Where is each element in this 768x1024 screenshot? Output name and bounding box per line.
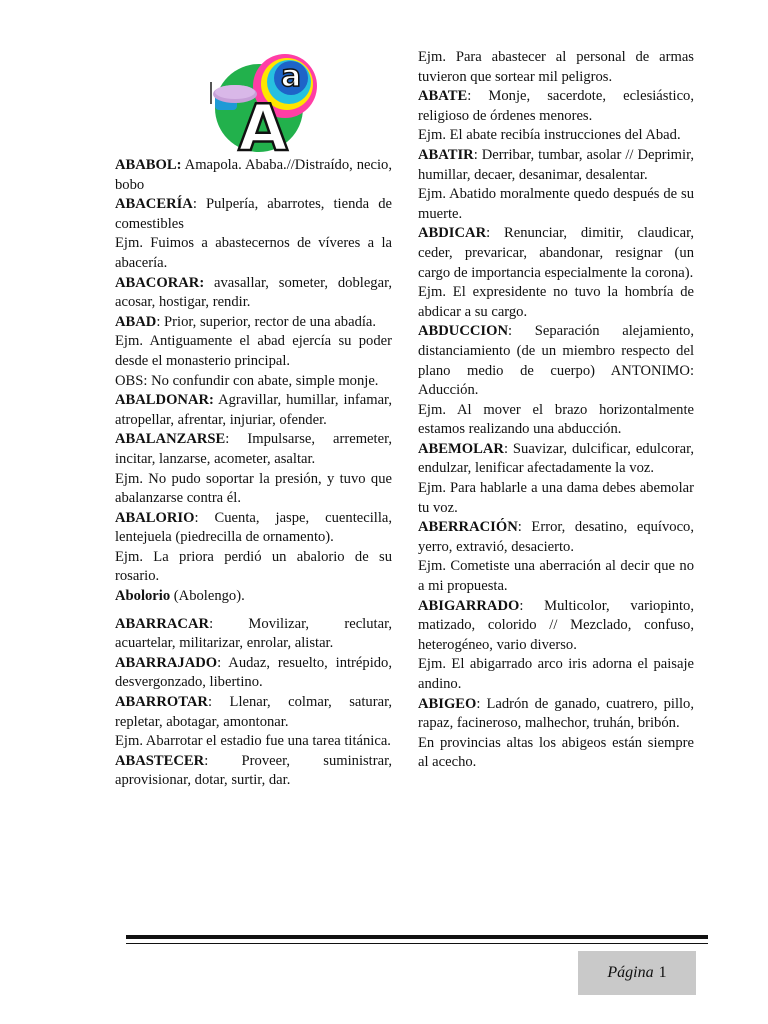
entry-headword: ABALORIO — [115, 509, 195, 526]
entry-text: Ejm. No pudo soportar la presión, y tuvo que abalanzarse contra él. — [115, 470, 392, 507]
entry-text: Ejm. La priora perdió un abalorio de su rosario. — [115, 548, 392, 585]
entry-text: Ejm. Al mover el brazo horizontalmente estamos realizando una abducción. — [418, 401, 694, 438]
entry-headword: ABACORAR: — [115, 274, 205, 291]
entry-headword: ABALDONAR: — [115, 392, 214, 409]
entry-text: OBS: No confundir con abate, simple monje. — [115, 372, 379, 389]
dictionary-entry — [418, 597, 694, 656]
dictionary-entry — [115, 430, 392, 469]
dictionary-entry — [418, 322, 694, 400]
example-sentence — [115, 234, 392, 273]
entry-definition: avasallar, someter, doblegar, acosar, hostigar, rendir. — [115, 274, 392, 311]
entry-headword: ABACERÍA — [115, 196, 193, 213]
entry-definition: : Ladrón de ganado, cuatrero, pillo, rapaz, facineroso, malhechor, truhán, bribón. — [418, 695, 694, 732]
example-sentence — [115, 332, 392, 371]
example-sentence — [418, 557, 694, 596]
entry-text: Ejm. Fuimos a abastecernos de víveres a la abacería. — [115, 235, 392, 271]
page-number-box — [578, 951, 696, 995]
example-sentence — [418, 283, 694, 322]
entry-definition: : Suavizar, dulcificar, edulcorar, endulzar, lenificar afectadamente la voz. — [418, 440, 694, 477]
entry-text: Ejm. Antiguamente el abad ejercía su poder desde el monasterio principal. — [115, 333, 392, 369]
footer-rule-thin — [126, 943, 708, 944]
entry-text: Ejm. Abatido moralmente quedo después de su muerte. — [418, 186, 694, 222]
dictionary-entry — [418, 695, 694, 734]
entry-definition: : Separación alejamiento, distanciamiento (de un miembro respecto del plano medio de cuerpo) ANTONIMO: Aducción. — [418, 323, 694, 399]
dictionary-entry — [115, 693, 392, 732]
example-sentence — [115, 548, 392, 587]
page-label: Página — [607, 964, 654, 981]
entry-headword: ABAD — [115, 313, 157, 330]
dictionary-entry — [115, 156, 392, 195]
entry-headword: ABARRACAR — [115, 615, 210, 632]
right-column — [418, 48, 694, 773]
letter-a-logo — [205, 46, 317, 156]
entry-text: En provincias altas los abigeos están siempre al acecho. — [418, 734, 694, 771]
dictionary-entry — [418, 224, 694, 283]
entry-headword: ABARROTAR — [115, 694, 208, 711]
entry-definition: Agravillar, humillar, infamar, atropellar, afrentar, injuriar, ofender. — [115, 392, 392, 428]
dictionary-entry — [418, 440, 694, 479]
entry-definition: : Llenar, colmar, saturar, repletar, abotagar, amontonar. — [115, 694, 392, 730]
entry-headword: ABATE — [418, 88, 468, 105]
entry-text: Ejm. Para abastecer al personal de armas tuvieron que sortear mil peligros. — [418, 49, 694, 85]
entry-headword: ABIGARRADO — [418, 597, 520, 614]
example-sentence — [115, 372, 392, 392]
entry-headword: ABATIR — [418, 146, 474, 163]
entry-definition: : Multicolor, variopinto, matizado, colorido // Mezclado, confuso, heterogéneo, vario diverso. — [418, 597, 694, 653]
example-sentence — [115, 470, 392, 509]
example-sentence — [418, 48, 694, 87]
entry-text: Ejm. El abigarrado arco iris adorna el paisaje andino. — [418, 656, 694, 692]
entry-definition: Amapola. Ababa.//Distraído, necio, bobo — [115, 157, 392, 193]
entry-headword: ABABOL: — [115, 157, 182, 173]
entry-definition: : Proveer, suministrar, aprovisionar, dotar, surtir, dar. — [115, 752, 392, 789]
dictionary-entry — [115, 391, 392, 430]
dictionary-entry — [115, 587, 392, 607]
entry-headword: ABDUCCION — [418, 323, 508, 340]
logo-letter-upper: A — [238, 92, 288, 156]
example-sentence — [115, 732, 392, 752]
left-column — [115, 156, 392, 791]
entry-definition: : Prior, superior, rector de una abadía. — [156, 313, 377, 330]
entry-definition: : Derribar, tumbar, asolar // Deprimir, humillar, decaer, desanimar, desalentar. — [418, 146, 694, 183]
entry-headword: ABALANZARSE — [115, 431, 226, 448]
example-sentence — [418, 126, 694, 146]
dictionary-entry — [115, 509, 392, 548]
dictionary-entry — [115, 195, 392, 234]
entry-definition: (Abolengo). — [170, 588, 245, 605]
example-sentence — [418, 734, 694, 773]
entry-definition: : Cuenta, jaspe, cuentecilla, lentejuela (piedrecilla de ornamento). — [115, 509, 392, 546]
entry-text: Ejm. El expresidente no tuvo la hombría de abdicar a su cargo. — [418, 284, 694, 320]
entry-definition: : Audaz, resuelto, intrépido, desvergonzado, libertino. — [115, 654, 392, 691]
entry-definition: : Renunciar, dimitir, claudicar, ceder, prevaricar, abandonar, resignar (un cargo de importancia especialmente la corona). — [418, 225, 694, 281]
entry-headword: ABARRAJADO — [115, 654, 218, 671]
dictionary-entry — [418, 146, 694, 185]
entry-text: Ejm. Para hablarle a una dama debes abemolar tu voz. — [418, 480, 694, 516]
page-number: 1 — [658, 964, 667, 981]
logo-letter-lower: a — [280, 59, 302, 94]
entry-definition: : Impulsarse, arremeter, incitar, lanzarse, acometer, asaltar. — [115, 431, 392, 467]
entry-definition: : Pulpería, abarrotes, tienda de comestibles — [115, 196, 392, 232]
dictionary-entry — [115, 274, 392, 313]
entry-text: Ejm. Cometiste una aberración al decir que no a mi propuesta. — [418, 558, 694, 595]
dictionary-entry — [115, 752, 392, 791]
dictionary-entry — [115, 313, 392, 333]
entry-headword: ABEMOLAR — [418, 440, 504, 457]
entry-gap — [115, 607, 392, 615]
dictionary-entry — [418, 518, 694, 557]
entry-headword: ABIGEO — [418, 695, 477, 712]
entry-definition: : Movilizar, reclutar, acuartelar, militarizar, enrolar, alistar. — [115, 615, 392, 652]
footer-rule-thick — [126, 935, 708, 939]
entry-headword: Abolorio — [115, 588, 171, 605]
dictionary-entry — [115, 615, 392, 654]
example-sentence — [418, 479, 694, 518]
entry-text: Ejm. El abate recibía instrucciones del Abad. — [418, 127, 681, 144]
entry-headword: ABERRACIÓN — [418, 519, 518, 536]
entry-text: Ejm. Abarrotar el estadio fue una tarea titánica. — [115, 733, 391, 750]
entry-headword: ABDICAR — [418, 225, 487, 242]
entry-definition: : Monje, sacerdote, eclesiástico, religioso de órdenes menores. — [418, 88, 694, 124]
entry-headword: ABASTECER — [115, 752, 205, 769]
example-sentence — [418, 185, 694, 224]
example-sentence — [418, 655, 694, 694]
dictionary-entry — [418, 87, 694, 126]
example-sentence — [418, 401, 694, 440]
entry-definition: : Error, desatino, equívoco, yerro, extravió, desacierto. — [418, 519, 694, 555]
dictionary-entry — [115, 654, 392, 693]
